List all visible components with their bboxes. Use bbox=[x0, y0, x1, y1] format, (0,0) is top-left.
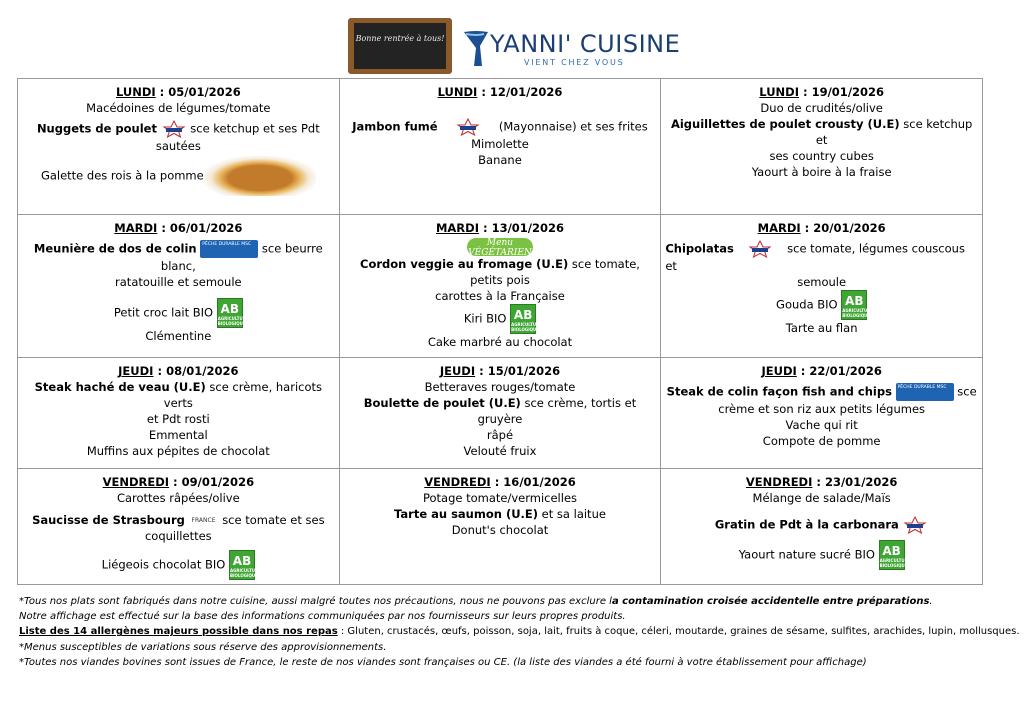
volaille-francaise-star-icon bbox=[747, 240, 773, 258]
volaille-francaise-star-icon bbox=[455, 118, 481, 136]
menu-item: Petit croc lait BIO bbox=[113, 305, 214, 320]
ab-bio-small: AGRICULTURE BIOLOGIQUE bbox=[217, 316, 249, 326]
menu-item: ratatouille et semoule bbox=[115, 275, 242, 289]
main-dish: Meunière de dos de colin bbox=[33, 241, 197, 256]
dessert: Compote de pomme bbox=[762, 434, 881, 448]
dessert: Donut's chocolat bbox=[451, 523, 549, 537]
ab-bio-small: AGRICULTURE BIOLOGIQUE bbox=[842, 308, 874, 318]
msc-peche-durable-icon: PÊCHE DURABLE MSC bbox=[896, 383, 954, 401]
allergen-list bbox=[19, 624, 1020, 639]
table-row bbox=[18, 79, 983, 215]
menu-item: carottes à la Française bbox=[435, 289, 565, 303]
day-date: : 08/01/2026 bbox=[153, 364, 239, 378]
ab-bio-label: AB bbox=[513, 308, 533, 322]
menu-cell bbox=[661, 469, 983, 585]
day-date: : 23/01/2026 bbox=[812, 475, 898, 489]
day-date: : 12/01/2026 bbox=[477, 85, 563, 99]
menu-item: Betteraves rouges/tomate bbox=[424, 380, 576, 394]
main-dish: Gratin de Pdt à la carbonara bbox=[714, 517, 899, 532]
day-date: : 05/01/2026 bbox=[155, 85, 241, 99]
ab-bio-icon bbox=[879, 540, 911, 570]
brand-name: YANNI' CUISINE bbox=[490, 30, 681, 58]
ab-bio-icon bbox=[217, 298, 249, 328]
main-dish: Saucisse de Strasbourg bbox=[32, 513, 185, 527]
dessert: Clémentine bbox=[145, 329, 212, 343]
menu-item: sce tomate et ses bbox=[222, 513, 325, 527]
ab-bio-label: AB bbox=[220, 302, 239, 316]
main-dish: Nuggets de poulet bbox=[36, 121, 157, 136]
menu-item: Banane bbox=[478, 153, 522, 167]
day-date: : 06/01/2026 bbox=[157, 221, 243, 235]
main-dish: Jambon fumé bbox=[352, 119, 438, 134]
day-name: JEUDI bbox=[439, 364, 476, 378]
menu-item: et sa laitue bbox=[538, 507, 606, 521]
chalkboard-text: Bonne rentrée à tous! bbox=[354, 23, 446, 69]
day-date: : 19/01/2026 bbox=[799, 85, 885, 99]
footer-emphasis: a contamination croisée accidentelle entre préparations bbox=[611, 596, 930, 607]
menu-cell bbox=[18, 215, 340, 358]
menu-item: Potage tomate/vermicelles bbox=[422, 491, 578, 505]
menu-cell bbox=[18, 358, 340, 469]
menu-item: sce crème, haricots verts bbox=[163, 380, 323, 410]
day-name: LUNDI bbox=[437, 85, 478, 99]
volaille-francaise-star-icon bbox=[902, 516, 928, 534]
day-date: : 09/01/2026 bbox=[169, 475, 255, 489]
day-name: MARDI bbox=[435, 221, 479, 235]
menu-item: Mélange de salade/Maïs bbox=[752, 491, 891, 505]
main-dish: Steak de colin façon fish and chips bbox=[666, 384, 892, 399]
menu-item: Macédoines de légumes/tomate bbox=[86, 101, 271, 115]
allergen-text: : Gluten, crustacés, œufs, poisson, soja, lait, fruits à coque, céleri, moutarde, graines de sésame, sulfites, arachides, lupin, mollusques. bbox=[337, 626, 1020, 638]
ab-bio-icon bbox=[229, 550, 261, 580]
menu-item: Emmental bbox=[148, 428, 208, 442]
menu-item: Mimolette bbox=[471, 137, 529, 151]
main-dish: Tarte au saumon (U.E) bbox=[394, 507, 539, 521]
footer-line bbox=[19, 594, 1009, 609]
menu-item: sce bbox=[957, 384, 977, 399]
ab-bio-label: AB bbox=[845, 294, 864, 308]
day-date: : 20/01/2026 bbox=[800, 221, 886, 235]
main-dish: Boulette de poulet (U.E) bbox=[363, 396, 521, 410]
menu-item: sce tomate, petits pois bbox=[470, 257, 640, 287]
menu-cell bbox=[339, 469, 661, 585]
dessert: Galette des rois à la pomme bbox=[40, 168, 204, 183]
menu-cell bbox=[18, 79, 340, 215]
msc-peche-durable-icon: PÊCHE DURABLE MSC bbox=[200, 240, 258, 258]
day-name: MARDI bbox=[757, 221, 801, 235]
menu-item: sce ketchup et ses Pdt bbox=[190, 121, 320, 136]
menu-cell bbox=[661, 358, 983, 469]
brand-y-icon bbox=[462, 26, 492, 70]
day-name: JEUDI bbox=[118, 364, 154, 378]
table-row bbox=[18, 215, 983, 358]
day-name: VENDREDI bbox=[745, 475, 813, 489]
day-name: LUNDI bbox=[759, 85, 799, 99]
brand-logo bbox=[462, 26, 681, 70]
menu-item: sce beurre blanc, bbox=[160, 241, 323, 273]
dessert: Velouté fruix bbox=[463, 444, 537, 458]
day-date: : 16/01/2026 bbox=[490, 475, 576, 489]
header bbox=[348, 16, 681, 78]
menu-item: sce tomate, légumes couscous et bbox=[665, 241, 965, 273]
day-name: MARDI bbox=[114, 221, 158, 235]
footer-line: *Menus susceptibles de variations sous réserve des approvisionnements. bbox=[19, 641, 387, 653]
dessert: Muffins aux pépites de chocolat bbox=[86, 444, 270, 458]
main-dish: Chipolatas bbox=[665, 241, 734, 256]
day-date: : 22/01/2026 bbox=[796, 364, 882, 378]
france-flag-icon: FRANCE bbox=[191, 516, 216, 524]
menu-item: Kiri BIO bbox=[463, 311, 507, 326]
table-row bbox=[18, 358, 983, 469]
allergen-heading: Liste des 14 allergènes majeurs possible dans nos repas bbox=[19, 626, 338, 638]
day-name: JEUDI bbox=[761, 364, 797, 378]
menu-item: Duo de crudités/olive bbox=[760, 101, 883, 115]
menu-cell bbox=[339, 215, 661, 358]
dessert: Liégeois chocolat BIO bbox=[101, 557, 226, 572]
chalkboard-image bbox=[348, 18, 452, 74]
menu-table bbox=[17, 78, 983, 585]
menu-item: et Pdt rosti bbox=[146, 412, 210, 426]
table-row bbox=[18, 469, 983, 585]
day-date: : 13/01/2026 bbox=[478, 221, 565, 235]
menu-cell bbox=[661, 215, 983, 358]
main-dish: Cordon veggie au fromage (U.E) bbox=[360, 257, 569, 271]
volaille-francaise-star-icon bbox=[161, 120, 187, 138]
dessert: Cake marbré au chocolat bbox=[427, 335, 573, 349]
ab-bio-icon bbox=[841, 290, 874, 320]
menu-item: Carottes râpées/olive bbox=[116, 491, 240, 505]
menu-item: sce ketchup et bbox=[815, 117, 973, 147]
menu-cell bbox=[339, 79, 661, 215]
dessert: Yaourt nature sucré BIO bbox=[738, 547, 875, 562]
brand-tagline: VIENT CHEZ VOUS bbox=[524, 58, 625, 67]
footer-line: *Toutes nos viandes bovines sont issues de France, le reste de nos viandes sont françaises ou CE. (la liste des viandes a été fourni à votre établissement pour affichage) bbox=[19, 656, 867, 668]
dessert: Tarte au flan bbox=[785, 321, 858, 335]
day-date: : 15/01/2026 bbox=[475, 364, 561, 378]
menu-item: Vache qui rit bbox=[785, 418, 858, 432]
day-name: VENDREDI bbox=[424, 475, 491, 489]
menu-item: râpé bbox=[486, 428, 514, 442]
menu-item: coquillettes bbox=[144, 529, 212, 543]
footer-line: Notre affichage est effectué sur la base des informations communiquées par nos fournisseurs sur leurs propres produits. bbox=[19, 611, 626, 623]
menu-cell bbox=[18, 469, 340, 585]
ab-bio-small: AGRICULTURE BIOLOGIQUE bbox=[511, 322, 542, 332]
dessert: Yaourt à boire à la fraise bbox=[751, 165, 892, 179]
day-name: VENDREDI bbox=[102, 475, 170, 489]
main-dish: Aiguillettes de poulet crousty (U.E) bbox=[670, 117, 900, 131]
menu-cell bbox=[339, 358, 661, 469]
menu-item: sce crème, tortis et gruyère bbox=[477, 396, 637, 426]
footer-text: *Tous nos plats sont fabriqués dans notre cuisine, aussi malgré toutes nos précautions, nous ne pouvons pas exclure l bbox=[19, 596, 612, 607]
ab-bio-label: AB bbox=[882, 544, 901, 558]
main-dish: Steak haché de veau (U.E) bbox=[34, 380, 206, 394]
ab-bio-icon bbox=[510, 304, 542, 334]
menu-item: Gouda BIO bbox=[776, 297, 838, 312]
ab-bio-label: AB bbox=[232, 554, 252, 568]
galette-image bbox=[204, 156, 316, 196]
day-name: LUNDI bbox=[115, 85, 156, 99]
menu-cell bbox=[661, 79, 983, 215]
footer-text: . bbox=[929, 596, 933, 607]
menu-item: sautées bbox=[155, 139, 201, 153]
menu-item: crème et son riz aux petits légumes bbox=[718, 402, 926, 416]
menu-item: (Mayonnaise) et ses frites bbox=[498, 119, 648, 134]
menu-item: ses country cubes bbox=[769, 149, 874, 163]
ab-bio-small: AGRICULTURE BIOLOGIQUE bbox=[879, 558, 911, 568]
menu-vegetarien-badge: Menu VÉGÉTARIEN bbox=[468, 238, 532, 258]
menu-item: semoule bbox=[797, 275, 847, 289]
ab-bio-small: AGRICULTURE BIOLOGIQUE bbox=[230, 568, 261, 578]
footer-notes bbox=[19, 594, 1020, 670]
